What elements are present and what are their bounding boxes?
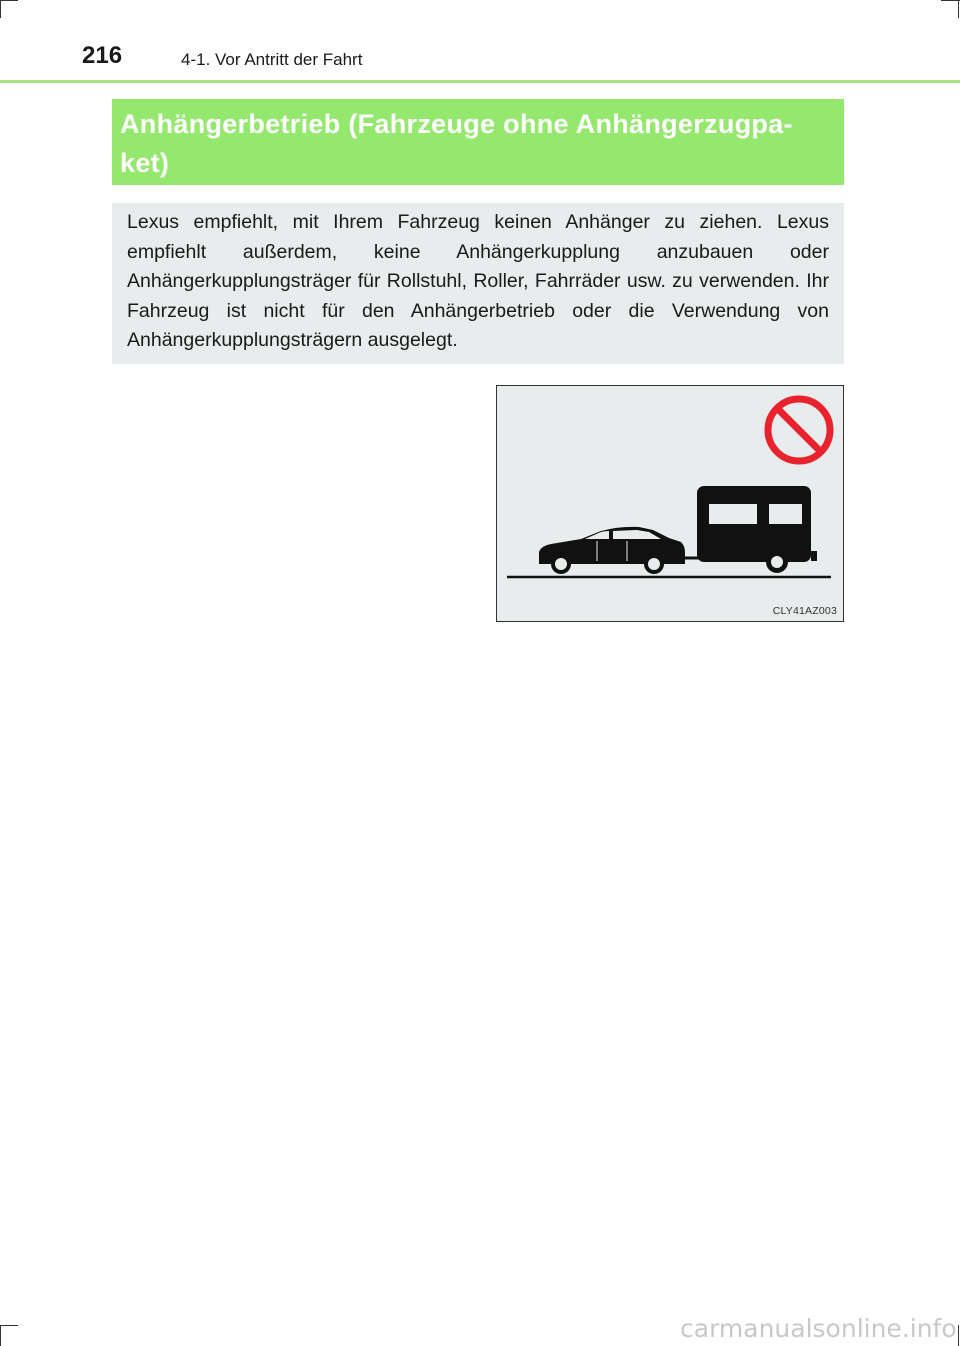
section-title-line: Anhängerbetrieb (Fahrzeuge ohne Anhängerzugpa- (120, 109, 793, 139)
header-rule (0, 80, 960, 83)
section-title-line: ket) (120, 148, 170, 178)
no-sign-icon (768, 399, 830, 461)
crop-mark (0, 1325, 18, 1326)
figure-code: CLY41AZ003 (772, 605, 837, 617)
section-title (120, 105, 836, 183)
illustration-graphic (497, 386, 843, 621)
info-box (112, 203, 844, 364)
section-title-box (112, 99, 844, 185)
section-label: 4-1. Vor Antritt der Fahrt (181, 50, 363, 69)
crop-mark (0, 1325, 1, 1346)
caravan-trailer-icon (697, 486, 817, 573)
sedan-car-icon (539, 527, 699, 574)
info-text: Lexus empfiehlt, mit Ihrem Fahrzeug keinen Anhänger zu ziehen. Lexus empfiehlt außerdem, keine Anhängerkupplung anzubauen oder Anhängerkupplungsträger für Rollstuhl, Roller, Fahrräder usw. zu verwenden. Ihr Fahrzeug ist nicht für den Anhängerbetrieb oder die Verwendung von Anhängerkupplungsträgern ausgelegt. (127, 211, 829, 351)
crop-mark (958, 0, 959, 18)
crop-mark (0, 0, 18, 1)
page-number: 216 (82, 42, 123, 69)
illustration (496, 385, 844, 622)
crop-mark (0, 0, 1, 18)
watermark: carmanualsonline.info (680, 1314, 957, 1343)
crop-mark (958, 1325, 959, 1346)
